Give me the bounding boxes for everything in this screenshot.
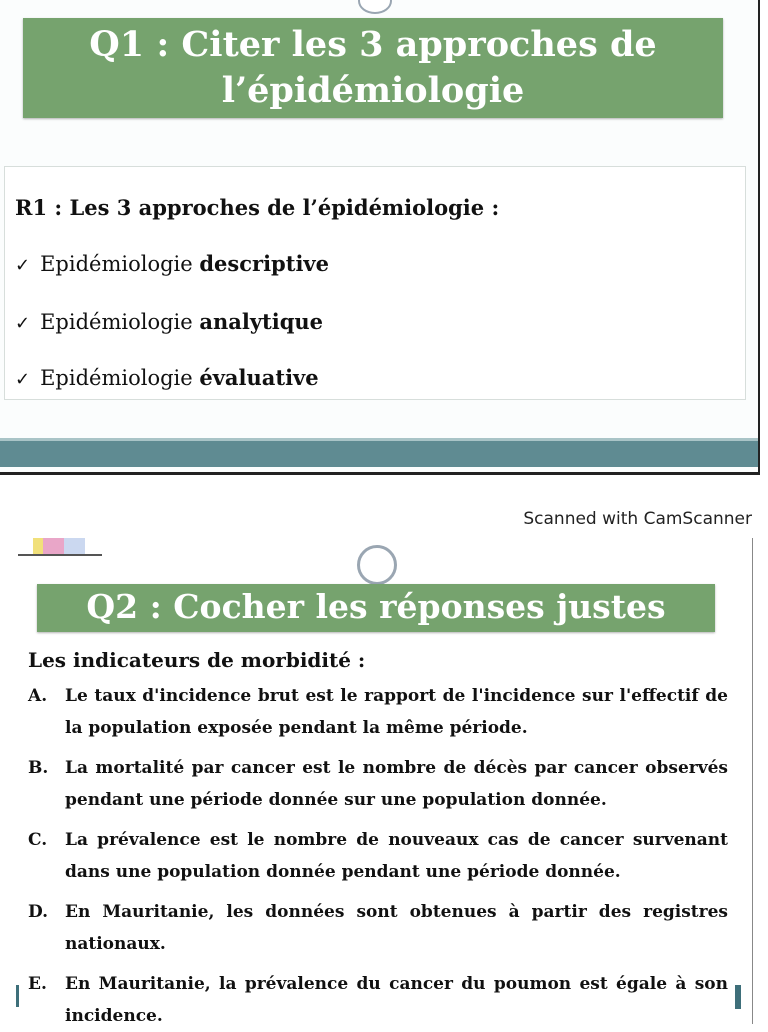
q2-heading: Les indicateurs de morbidité :	[28, 648, 366, 672]
option-e[interactable]	[28, 968, 728, 1032]
option-b[interactable]	[28, 752, 728, 816]
binder-ring-icon	[357, 545, 397, 585]
option-c[interactable]	[28, 824, 728, 888]
option-letter: C.	[28, 830, 48, 850]
slide-edge-marker	[16, 985, 19, 1007]
checkmark-icon: ✓	[15, 369, 31, 390]
option-letter: A.	[28, 686, 48, 706]
option-d[interactable]	[28, 896, 728, 960]
checkmark-icon: ✓	[15, 255, 31, 276]
binder-ring-icon	[358, 0, 392, 14]
logo-icon	[18, 538, 102, 556]
slide-edge-marker	[735, 985, 741, 1009]
option-letter: E.	[28, 974, 47, 994]
option-text: En Mauritanie, la prévalence du cancer du poumon est égale à son incidence.	[65, 974, 728, 1026]
approach-item: ✓ Epidémiologie évaluative	[15, 365, 319, 390]
q2-title: Q2 : Cocher les réponses justes	[37, 584, 715, 632]
approach-item: ✓ Epidémiologie descriptive	[15, 251, 329, 276]
option-text: La prévalence est le nombre de nouveaux cas de cancer survenant dans une population donnée pendant une période donnée.	[65, 830, 728, 882]
q1-answer-box	[4, 166, 746, 400]
option-text: La mortalité par cancer est le nombre de décès par cancer observés pendant une période donnée sur une population donnée.	[65, 758, 728, 810]
option-letter: D.	[28, 902, 49, 922]
q1-answer-title: R1 : Les 3 approches de l’épidémiologie :	[15, 195, 500, 220]
option-text: Le taux d'incidence brut est le rapport de l'incidence sur l'effectif de la population exposée pendant la même période.	[65, 686, 728, 738]
approach-item: ✓ Epidémiologie analytique	[15, 309, 324, 334]
scanner-watermark: Scanned with CamScanner	[523, 509, 752, 529]
slide-q1	[0, 0, 760, 474]
option-a[interactable]	[28, 680, 728, 744]
option-letter: B.	[28, 758, 49, 778]
option-text: En Mauritanie, les données sont obtenues à partir des registres nationaux.	[65, 902, 728, 954]
slide-footer-bar	[0, 438, 758, 467]
divider	[0, 472, 760, 475]
q1-title: Q1 : Citer les 3 approches de l’épidémiologie	[23, 18, 723, 118]
q2-content	[28, 638, 728, 1026]
checkmark-icon: ✓	[15, 313, 31, 334]
